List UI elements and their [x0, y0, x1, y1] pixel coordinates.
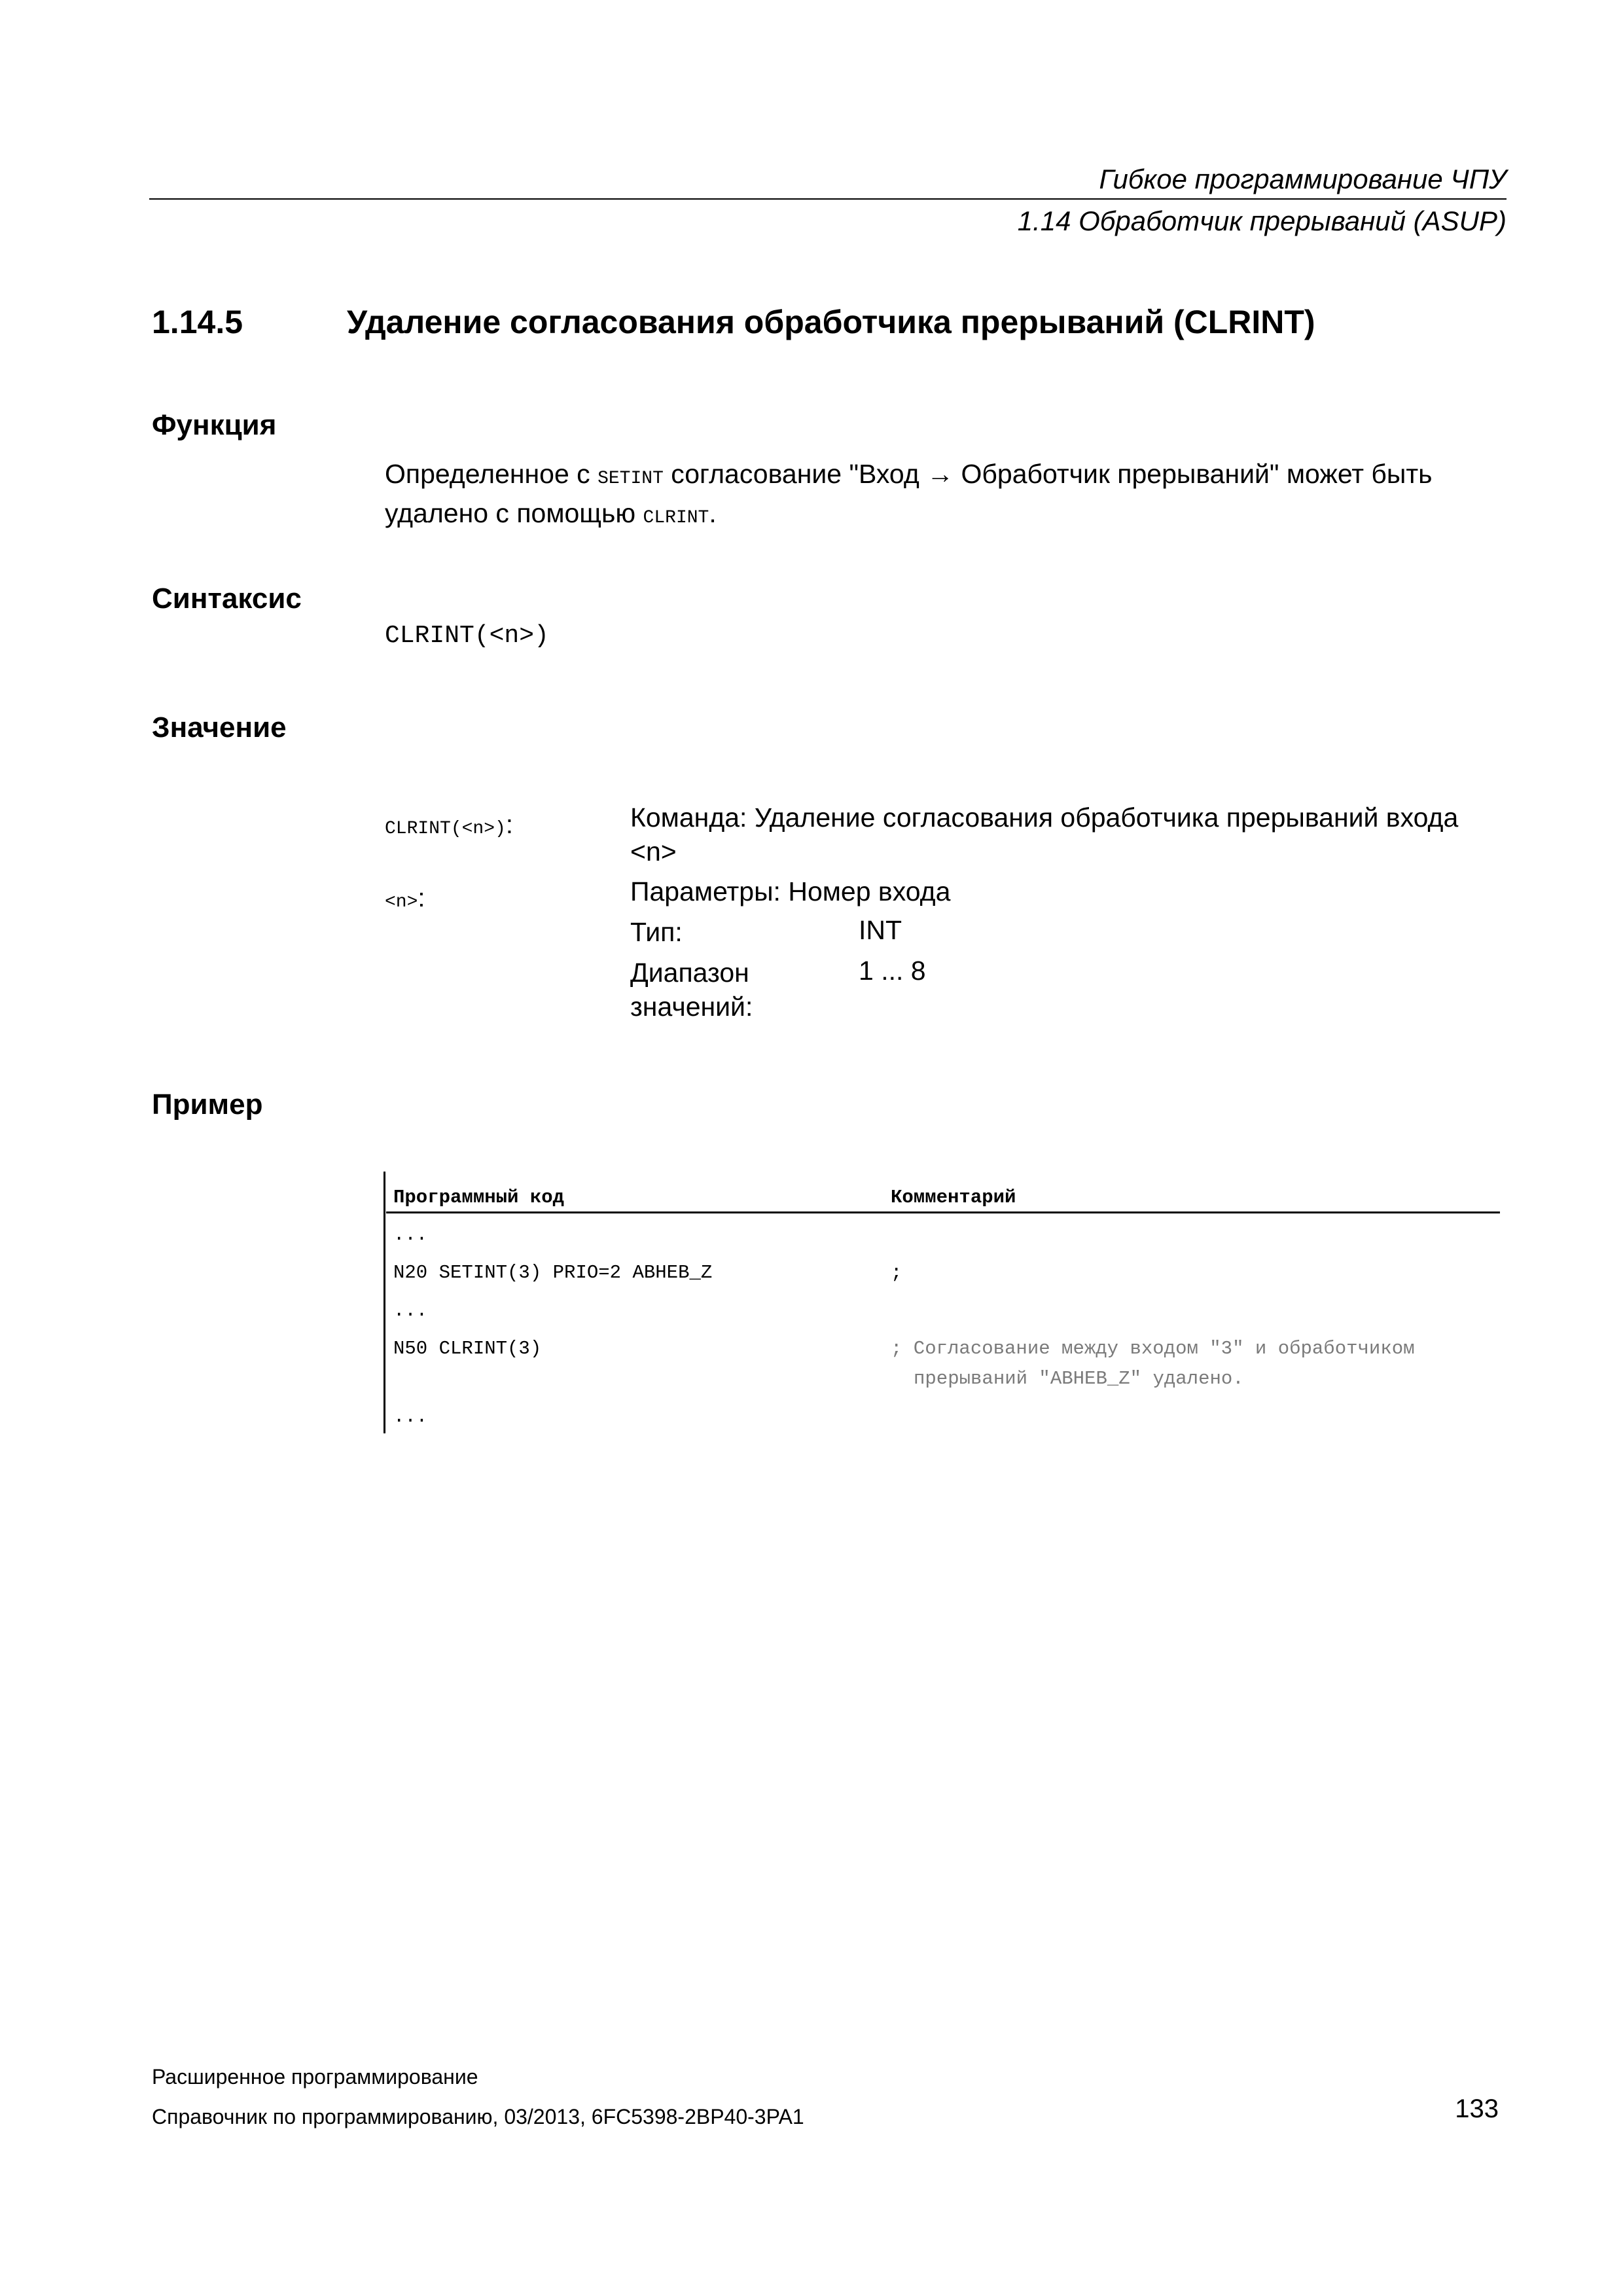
meaning-key-text: CLRINT(<n>) [385, 819, 506, 839]
code-table-header-rule [386, 1211, 1500, 1213]
code-line: ... [393, 1224, 428, 1246]
function-paragraph [385, 457, 1433, 535]
meaning-value-n: Параметры: Номер входа [630, 876, 951, 906]
comment-column-header: Комментарий [891, 1187, 1016, 1208]
range-label [630, 956, 753, 1024]
meaning-heading: Значение [152, 711, 287, 744]
function-text: удалено с помощью [385, 498, 643, 528]
running-header-chapter: Гибкое программирование ЧПУ [1099, 164, 1507, 194]
header-rule [149, 198, 1507, 200]
function-text: согласование "Вход → Обработчик прерываний" может быть [663, 459, 1433, 489]
colon: : [505, 810, 513, 839]
code-line: N20 SETINT(3) PRIO=2 ABHEB_Z [393, 1262, 713, 1283]
syntax-heading: Синтаксис [152, 583, 302, 615]
section-title: Удаление согласования обработчика прерываний (CLRINT) [347, 304, 1315, 340]
type-value: INT [859, 915, 902, 945]
range-value: 1 ... 8 [859, 956, 926, 986]
function-line-1 [385, 457, 1433, 496]
section-number: 1.14.5 [152, 304, 243, 340]
inline-code-setint: SETINT [597, 469, 664, 489]
function-text: Определенное с [385, 459, 598, 489]
example-heading: Пример [152, 1088, 263, 1121]
meaning-key-clrint [385, 810, 513, 840]
meaning-key-n [385, 884, 425, 913]
inline-code-clrint: CLRINT [643, 508, 709, 528]
code-table-left-rule [383, 1172, 385, 1433]
code-line: N50 CLRINT(3) [393, 1338, 542, 1359]
function-text: . [709, 498, 717, 528]
function-line-2 [385, 496, 1433, 535]
meaning-value-clrint [630, 800, 1458, 869]
code-line: ... [393, 1300, 428, 1321]
syntax-code: CLRINT(<n>) [385, 622, 549, 650]
code-column-header: Программный код [393, 1187, 565, 1208]
range-label-line: значений: [630, 992, 753, 1022]
range-label-line: Диапазон [630, 958, 749, 988]
code-line: ... [393, 1406, 428, 1427]
colon: : [418, 884, 425, 912]
running-header-section: 1.14 Обработчик прерываний (ASUP) [1017, 206, 1507, 236]
function-heading: Функция [152, 409, 277, 441]
footer-manual-info: Справочник по программированию, 03/2013, 6FC5398-2BP40-3PA1 [152, 2105, 804, 2128]
footer-book-title: Расширенное программирование [152, 2065, 478, 2089]
meaning-key-text: <n> [385, 892, 418, 912]
meaning-value-line: <n> [630, 836, 677, 867]
meaning-value-line: Команда: Удаление согласования обработчика прерываний входа [630, 802, 1459, 833]
code-comment: ; [891, 1262, 902, 1283]
type-label: Тип: [630, 917, 683, 947]
page-number: 133 [1455, 2094, 1499, 2123]
code-comment: ; Согласование между входом "3" и обработчиком [891, 1338, 1415, 1359]
code-comment: прерываний "ABHEB_Z" удалено. [914, 1368, 1244, 1390]
